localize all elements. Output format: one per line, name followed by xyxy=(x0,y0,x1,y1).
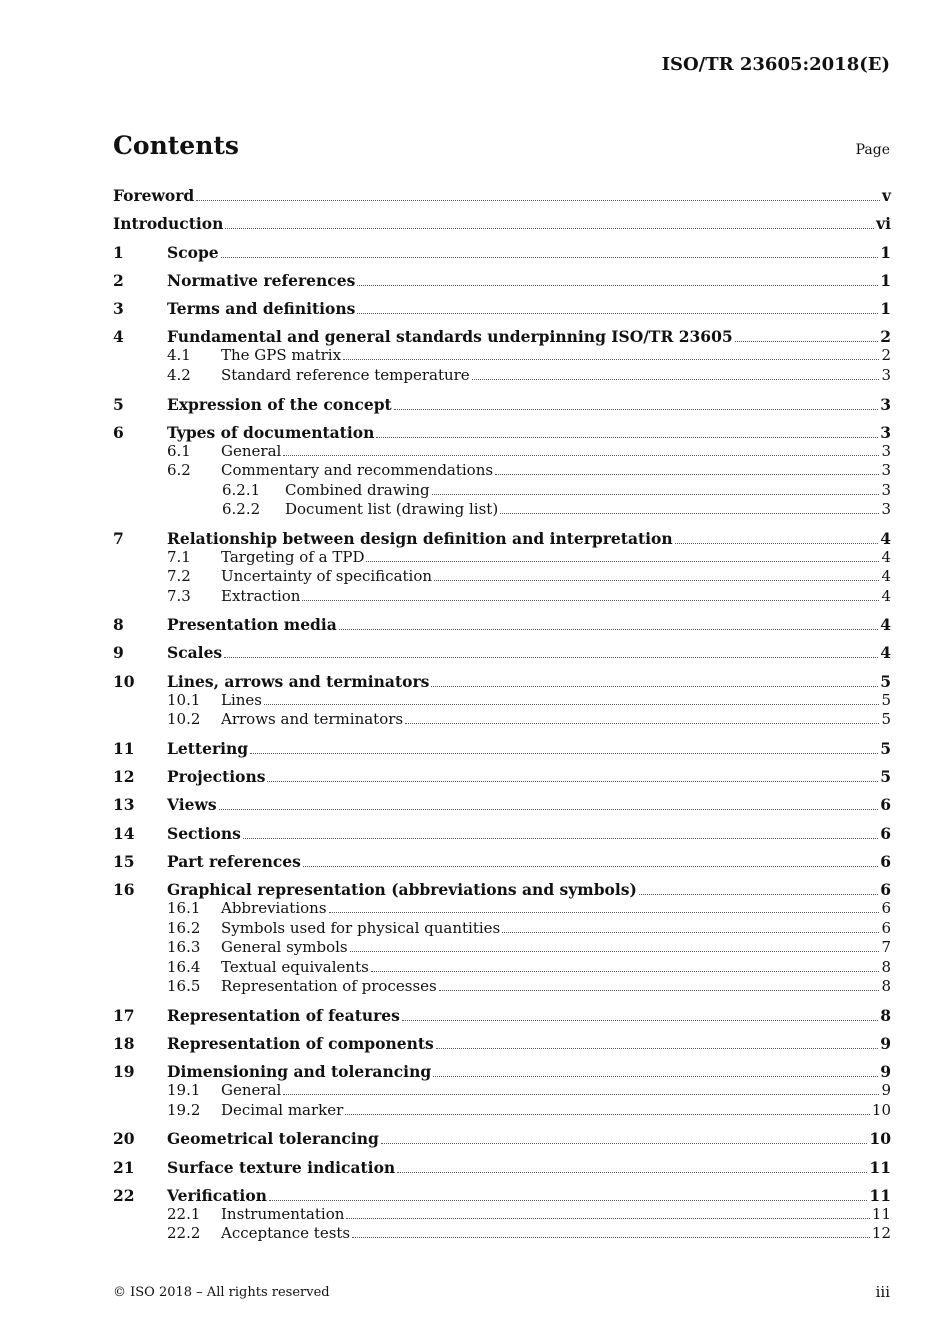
toc-entry[interactable] xyxy=(113,691,891,710)
toc-entry-title[interactable]: Expression of the concept xyxy=(167,394,392,414)
toc-entry-title[interactable]: Foreword xyxy=(113,186,195,205)
dot-leader xyxy=(224,657,878,658)
toc-entry-page[interactable]: 5 xyxy=(880,671,891,691)
toc-entry-title[interactable]: Representation of processes xyxy=(221,976,437,995)
toc-entry[interactable] xyxy=(113,366,891,385)
toc-entry-title[interactable]: Textual equivalents xyxy=(221,957,369,976)
dot-leader xyxy=(675,543,879,544)
toc-entry[interactable] xyxy=(113,299,891,318)
toc-entry-page[interactable]: 4 xyxy=(881,547,891,566)
toc-entry[interactable] xyxy=(113,587,891,606)
toc-entry-page[interactable]: 2 xyxy=(880,327,891,347)
toc-entry-page[interactable]: 12 xyxy=(871,1224,891,1243)
dot-leader xyxy=(283,1094,879,1095)
toc-entry-title[interactable]: Scope xyxy=(167,242,219,262)
toc-entry-page[interactable]: 4 xyxy=(880,615,891,635)
copyright-notice: © ISO 2018 – All rights reserved xyxy=(113,1285,330,1300)
toc-entry-title[interactable]: General symbols xyxy=(221,938,348,957)
toc-entry[interactable] xyxy=(113,1101,891,1120)
toc-entry-page[interactable]: 10 xyxy=(869,1129,891,1149)
toc-entry-page[interactable]: 1 xyxy=(880,242,891,262)
toc-entry-page[interactable]: 7 xyxy=(881,938,891,957)
toc-entry-number: 10.1 xyxy=(167,690,201,709)
toc-entry-number: 6 xyxy=(113,422,124,442)
toc-entry-number: 2 xyxy=(113,270,124,290)
toc-entry-title[interactable]: Dimensioning and tolerancing xyxy=(167,1062,432,1082)
dot-leader xyxy=(339,629,878,630)
dot-leader xyxy=(345,1114,870,1115)
toc-entry[interactable] xyxy=(113,346,891,365)
toc-entry-page[interactable]: 4 xyxy=(881,567,891,586)
toc-entry[interactable] xyxy=(113,977,891,996)
toc-entry[interactable] xyxy=(113,481,891,500)
toc-entry-title[interactable]: Lines xyxy=(221,690,262,709)
toc-entry-number: 10.2 xyxy=(167,710,201,729)
toc-entry[interactable] xyxy=(113,1224,891,1243)
toc-entry-title[interactable]: Views xyxy=(167,795,217,815)
toc-entry-page[interactable]: 4 xyxy=(881,586,891,605)
toc-entry-number: 1 xyxy=(113,242,124,262)
toc-entry[interactable] xyxy=(113,271,891,290)
dot-leader xyxy=(357,285,878,286)
toc-entry-title[interactable]: Geometrical tolerancing xyxy=(167,1129,379,1149)
toc-entry-page[interactable]: vi xyxy=(876,214,891,234)
toc-entry-page[interactable]: 6 xyxy=(881,899,891,918)
toc-entry-title[interactable]: Representation of components xyxy=(167,1033,434,1053)
dot-leader xyxy=(219,809,879,810)
toc-entry-title[interactable]: Lettering xyxy=(167,738,249,758)
toc-entry-page[interactable]: 10 xyxy=(871,1100,891,1119)
dot-leader xyxy=(221,257,879,258)
toc-entry[interactable] xyxy=(113,880,891,899)
toc-entry-title[interactable]: Combined drawing xyxy=(285,480,430,499)
toc-entry-number: 6.2 xyxy=(167,461,191,480)
toc-entry-page[interactable]: 3 xyxy=(880,422,891,442)
toc-entry-number: 10 xyxy=(113,671,135,691)
dot-leader xyxy=(283,455,879,456)
toc-entry-page[interactable]: 3 xyxy=(881,461,891,480)
dot-leader xyxy=(269,1200,867,1201)
page-column-label: Page xyxy=(855,142,890,158)
toc-entry-page[interactable]: 5 xyxy=(880,738,891,758)
toc-entry-page[interactable]: 3 xyxy=(881,365,891,384)
dot-leader xyxy=(735,341,879,342)
toc-entry[interactable] xyxy=(113,214,891,233)
dot-leader xyxy=(433,1076,878,1077)
dot-leader xyxy=(352,1237,870,1238)
toc-entry-page[interactable]: 11 xyxy=(869,1185,891,1205)
toc-entry[interactable] xyxy=(113,1034,891,1053)
toc-entry-number: 9 xyxy=(113,643,124,663)
document-id: ISO/TR 23605:2018(E) xyxy=(661,54,890,75)
toc-entry-number: 16 xyxy=(113,880,135,900)
toc-entry-number: 14 xyxy=(113,823,135,843)
toc-entry-number: 5 xyxy=(113,394,124,414)
toc-entry-title[interactable]: Verification xyxy=(167,1185,267,1205)
toc-entry[interactable] xyxy=(113,461,891,480)
toc-entry-page[interactable]: 5 xyxy=(881,710,891,729)
toc-entry-title[interactable]: Terms and definitions xyxy=(167,299,356,319)
toc-entry-number: 19.1 xyxy=(167,1081,201,1100)
table-of-contents xyxy=(113,186,891,1244)
toc-entry-title[interactable]: Scales xyxy=(167,643,223,663)
toc-entry-number: 20 xyxy=(113,1129,135,1149)
toc-entry[interactable] xyxy=(113,567,891,586)
toc-entry[interactable] xyxy=(113,327,891,346)
toc-entry-page[interactable]: 5 xyxy=(881,690,891,709)
toc-entry-page[interactable]: 6 xyxy=(880,852,891,872)
dot-leader xyxy=(500,513,879,514)
toc-entry-number: 13 xyxy=(113,795,135,815)
dot-leader xyxy=(196,200,880,201)
toc-entry-number: 7.1 xyxy=(167,547,191,566)
toc-entry[interactable] xyxy=(113,186,891,205)
dot-leader xyxy=(357,313,878,314)
dot-leader xyxy=(472,379,880,380)
toc-entry-number: 19.2 xyxy=(167,1100,201,1119)
dot-leader xyxy=(502,932,879,933)
toc-entry-title[interactable]: Instrumentation xyxy=(221,1204,345,1223)
toc-entry-page[interactable]: 4 xyxy=(880,643,891,663)
dot-leader xyxy=(225,228,874,229)
toc-entry-number: 11 xyxy=(113,738,135,758)
toc-entry[interactable] xyxy=(113,395,891,414)
toc-entry[interactable] xyxy=(113,442,891,461)
toc-entry-title[interactable]: Document list (drawing list) xyxy=(285,500,499,519)
toc-entry-page[interactable]: 3 xyxy=(881,441,891,460)
toc-entry-page[interactable]: 8 xyxy=(880,1005,891,1025)
toc-entry-page[interactable]: v xyxy=(881,186,891,205)
toc-entry-number: 22 xyxy=(113,1185,135,1205)
dot-leader xyxy=(366,561,879,562)
toc-entry-number: 22.2 xyxy=(167,1224,201,1243)
toc-entry-number: 22.1 xyxy=(167,1204,201,1223)
toc-entry-page[interactable]: 9 xyxy=(881,1081,891,1100)
toc-entry-page[interactable]: 6 xyxy=(880,823,891,843)
toc-entry-number: 16.2 xyxy=(167,918,201,937)
toc-entry-number: 15 xyxy=(113,852,135,872)
toc-entry-title[interactable]: Normative references xyxy=(167,270,356,290)
toc-entry-title[interactable]: Targeting of a TPD xyxy=(221,547,365,566)
toc-entry-page[interactable]: 5 xyxy=(880,767,891,787)
toc-entry-page[interactable]: 3 xyxy=(880,394,891,414)
dot-leader xyxy=(350,951,880,952)
toc-entry-title[interactable]: Relationship between design definition and interpretation xyxy=(167,528,673,548)
toc-entry[interactable] xyxy=(113,243,891,262)
toc-entry-title[interactable]: Fundamental and general standards underpinning ISO/TR 23605 xyxy=(167,327,733,347)
toc-entry[interactable] xyxy=(113,1186,891,1205)
toc-entry-title[interactable]: The GPS matrix xyxy=(221,346,342,365)
toc-entry-title[interactable]: Abbreviations xyxy=(221,899,327,918)
toc-entry-number: 19 xyxy=(113,1062,135,1082)
toc-entry[interactable] xyxy=(113,824,891,843)
toc-entry[interactable] xyxy=(113,958,891,977)
toc-entry[interactable] xyxy=(113,1006,891,1025)
toc-entry[interactable] xyxy=(113,548,891,567)
dot-leader xyxy=(434,580,879,581)
toc-entry[interactable] xyxy=(113,672,891,691)
toc-entry-page[interactable]: 11 xyxy=(869,1157,891,1177)
dot-leader xyxy=(267,781,878,782)
dot-leader xyxy=(371,971,880,972)
dot-leader xyxy=(394,409,879,410)
toc-entry[interactable] xyxy=(113,795,891,814)
dot-leader xyxy=(639,894,878,895)
dot-leader xyxy=(431,686,878,687)
toc-entry-page[interactable]: 11 xyxy=(871,1204,891,1223)
toc-entry-page[interactable]: 9 xyxy=(880,1033,891,1053)
dot-leader xyxy=(405,723,879,724)
dot-leader xyxy=(346,1218,870,1219)
dot-leader xyxy=(381,1143,868,1144)
toc-entry-number: 16.5 xyxy=(167,976,201,995)
toc-entry-number: 12 xyxy=(113,767,135,787)
dot-leader xyxy=(243,838,878,839)
toc-entry[interactable] xyxy=(113,938,891,957)
toc-entry-title[interactable]: Surface texture indication xyxy=(167,1157,396,1177)
toc-entry-title[interactable]: Representation of features xyxy=(167,1005,400,1025)
toc-entry-number: 21 xyxy=(113,1157,135,1177)
toc-entry-number: 8 xyxy=(113,615,124,635)
dot-leader xyxy=(302,600,879,601)
toc-entry-title[interactable]: Presentation media xyxy=(167,615,337,635)
toc-entry-title[interactable]: Arrows and terminators xyxy=(221,710,404,729)
toc-entry-number: 18 xyxy=(113,1033,135,1053)
toc-entry-number: 6.2.2 xyxy=(222,500,261,519)
toc-entry[interactable] xyxy=(113,899,891,918)
toc-entry-number: 3 xyxy=(113,299,124,319)
dot-leader xyxy=(436,1048,878,1049)
toc-entry[interactable] xyxy=(113,1081,891,1100)
toc-entry-title[interactable]: Sections xyxy=(167,823,241,843)
toc-entry-page[interactable]: 6 xyxy=(880,795,891,815)
toc-entry-title[interactable]: Standard reference temperature xyxy=(221,365,470,384)
toc-entry[interactable] xyxy=(113,1205,891,1224)
dot-leader xyxy=(376,437,878,438)
toc-entry-number: 16.1 xyxy=(167,899,201,918)
toc-entry-title[interactable]: Projections xyxy=(167,767,266,787)
toc-entry[interactable] xyxy=(113,423,891,442)
dot-leader xyxy=(432,494,880,495)
toc-entry[interactable] xyxy=(113,1158,891,1177)
toc-entry-page[interactable]: 3 xyxy=(881,480,891,499)
toc-entry[interactable] xyxy=(113,615,891,634)
dot-leader xyxy=(250,753,878,754)
toc-entry-title[interactable]: General xyxy=(221,1081,282,1100)
toc-entry-number: 17 xyxy=(113,1005,135,1025)
toc-entry[interactable] xyxy=(113,529,891,548)
toc-entry-page[interactable]: 6 xyxy=(880,880,891,900)
toc-entry[interactable] xyxy=(113,739,891,758)
toc-entry-title[interactable]: Part references xyxy=(167,852,301,872)
toc-entry[interactable] xyxy=(113,767,891,786)
toc-entry-number: 6.1 xyxy=(167,441,191,460)
toc-entry-number: 4.1 xyxy=(167,346,191,365)
toc-entry-number: 7.3 xyxy=(167,586,191,605)
toc-entry[interactable] xyxy=(113,643,891,662)
toc-entry-number: 7 xyxy=(113,528,124,548)
toc-entry-page[interactable]: 8 xyxy=(881,957,891,976)
dot-leader xyxy=(439,990,880,991)
toc-entry[interactable] xyxy=(113,852,891,871)
toc-entry-number: 16.4 xyxy=(167,957,201,976)
footer-page-number: iii xyxy=(875,1283,890,1301)
dot-leader xyxy=(343,359,879,360)
toc-entry-title[interactable]: Extraction xyxy=(221,586,301,605)
toc-entry-title[interactable]: Acceptance tests xyxy=(221,1224,351,1243)
dot-leader xyxy=(397,1172,867,1173)
dot-leader xyxy=(264,704,879,705)
toc-entry-title[interactable]: Types of documentation xyxy=(167,422,375,442)
toc-entry-number: 16.3 xyxy=(167,938,201,957)
toc-entry-title[interactable]: Introduction xyxy=(113,214,224,234)
toc-entry-number: 6.2.1 xyxy=(222,480,261,499)
toc-entry[interactable] xyxy=(113,710,891,729)
toc-entry-page[interactable]: 3 xyxy=(881,500,891,519)
page-title: Contents xyxy=(113,131,240,160)
toc-entry-title[interactable]: Lines, arrows and terminators xyxy=(167,671,430,691)
toc-entry-title[interactable]: Decimal marker xyxy=(221,1100,344,1119)
dot-leader xyxy=(303,866,878,867)
toc-entry-page[interactable]: 8 xyxy=(881,976,891,995)
toc-entry-number: 4.2 xyxy=(167,365,191,384)
toc-entry-page[interactable]: 1 xyxy=(880,299,891,319)
toc-entry-number: 7.2 xyxy=(167,567,191,586)
toc-entry[interactable] xyxy=(113,919,891,938)
toc-entry-title[interactable]: Commentary and recommendations xyxy=(221,461,494,480)
toc-entry-page[interactable]: 6 xyxy=(881,918,891,937)
dot-leader xyxy=(495,474,879,475)
toc-entry[interactable] xyxy=(113,500,891,519)
toc-entry[interactable] xyxy=(113,1062,891,1081)
toc-entry[interactable] xyxy=(113,1129,891,1148)
toc-entry-title[interactable]: Uncertainty of specification xyxy=(221,567,433,586)
toc-entry-page[interactable]: 9 xyxy=(880,1062,891,1082)
toc-entry-page[interactable]: 2 xyxy=(881,346,891,365)
toc-entry-number: 4 xyxy=(113,327,124,347)
dot-leader xyxy=(329,912,880,913)
toc-entry-title[interactable]: Symbols used for physical quantities xyxy=(221,918,501,937)
toc-entry-title[interactable]: General xyxy=(221,441,282,460)
toc-entry-page[interactable]: 4 xyxy=(880,528,891,548)
toc-entry-title[interactable]: Graphical representation (abbreviations and symbols) xyxy=(167,880,637,900)
dot-leader xyxy=(402,1020,878,1021)
toc-entry-page[interactable]: 1 xyxy=(880,270,891,290)
